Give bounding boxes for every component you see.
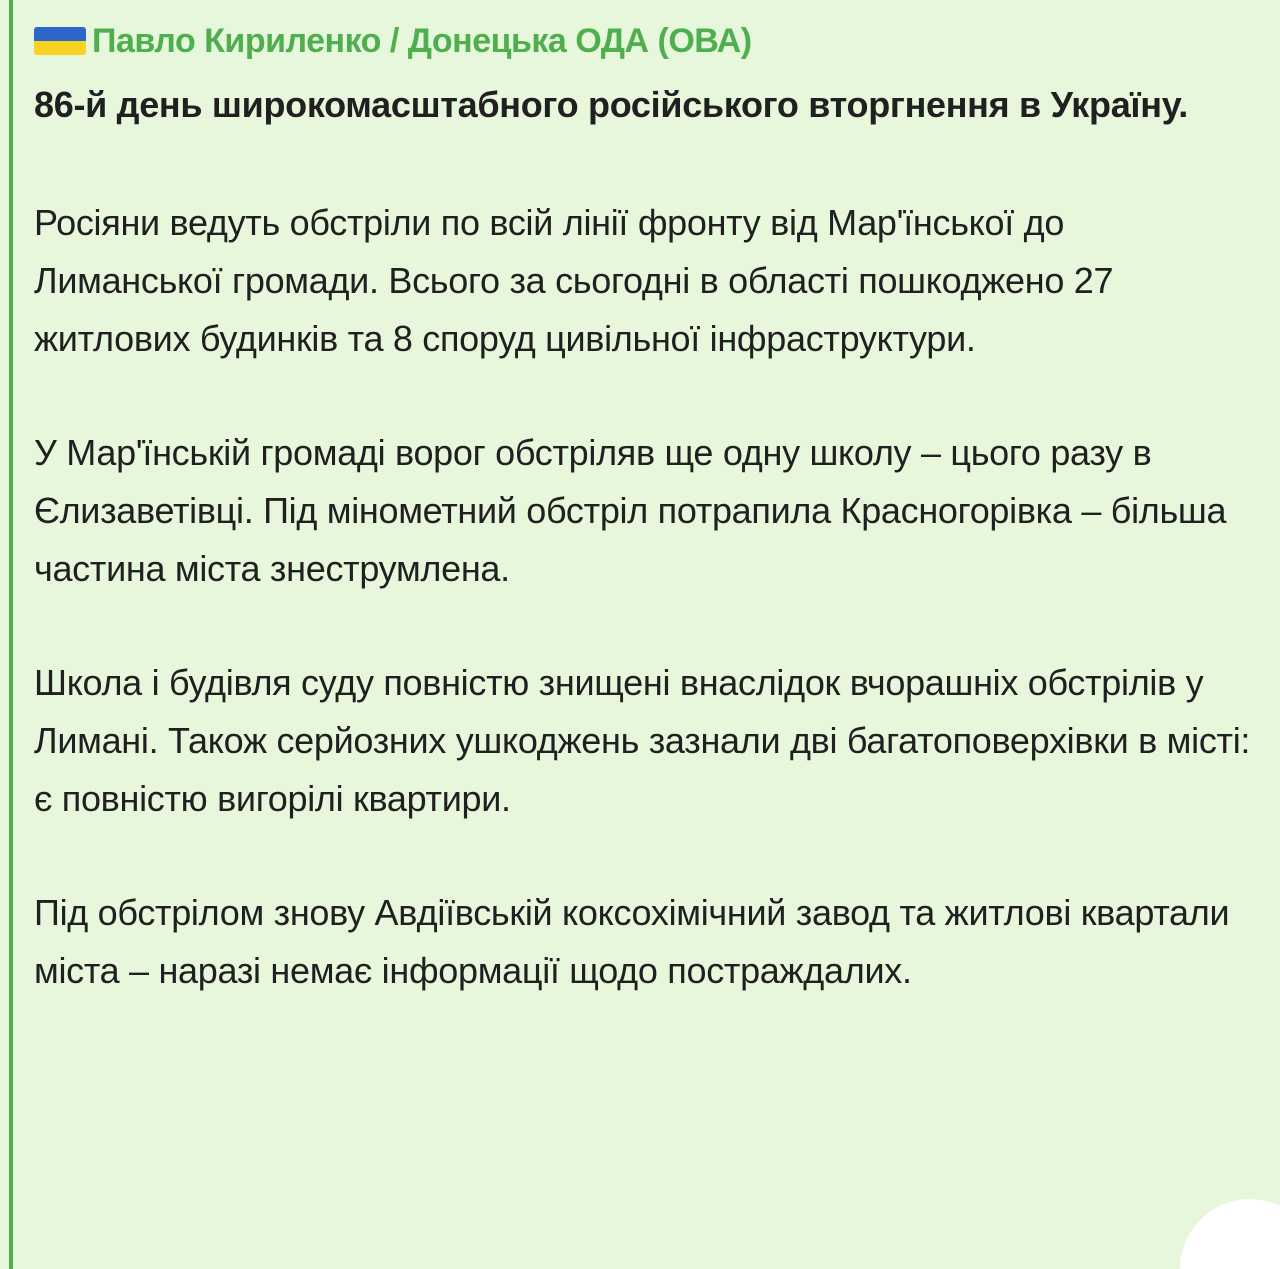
corner-bubble-tail <box>1180 1199 1280 1269</box>
ukraine-flag-icon <box>34 27 86 55</box>
message-headline: 86-й день широкомасштабного російського вторгнення в Україну. <box>34 84 1188 125</box>
message-paragraph: У Мар'їнській громаді ворог обстріляв ще одну школу – цього разу в Єлизаветівці. Під мінометний обстріл потрапила Красногорівка – більша частина міста знеструмлена. <box>34 432 1227 589</box>
quote-accent-bar <box>9 0 13 1269</box>
message-paragraph: Під обстрілом знову Авдіївській коксохімічний завод та житлові квартали міста – наразі немає інформації щодо постраждалих. <box>34 892 1230 991</box>
message-paragraph: Росіяни ведуть обстріли по всій лінії фронту від Мар'їнської до Лиманської громади. Всього за сьогодні в області пошкоджено 27 житлових будинків та 8 споруд цивільної інфраструктури. <box>34 202 1114 359</box>
message-body <box>34 76 1259 1056</box>
message-header[interactable] <box>34 18 752 64</box>
message-paragraph: Школа і будівля суду повністю знищені внаслідок вчорашніх обстрілів у Лимані. Також серйозних ушкоджень зазнали дві багатоповерхівки в місті: є повністю вигорілі квартири. <box>34 662 1251 819</box>
sender-name[interactable]: Павло Кириленко / Донецька ОДА (ОВА) <box>92 21 752 60</box>
